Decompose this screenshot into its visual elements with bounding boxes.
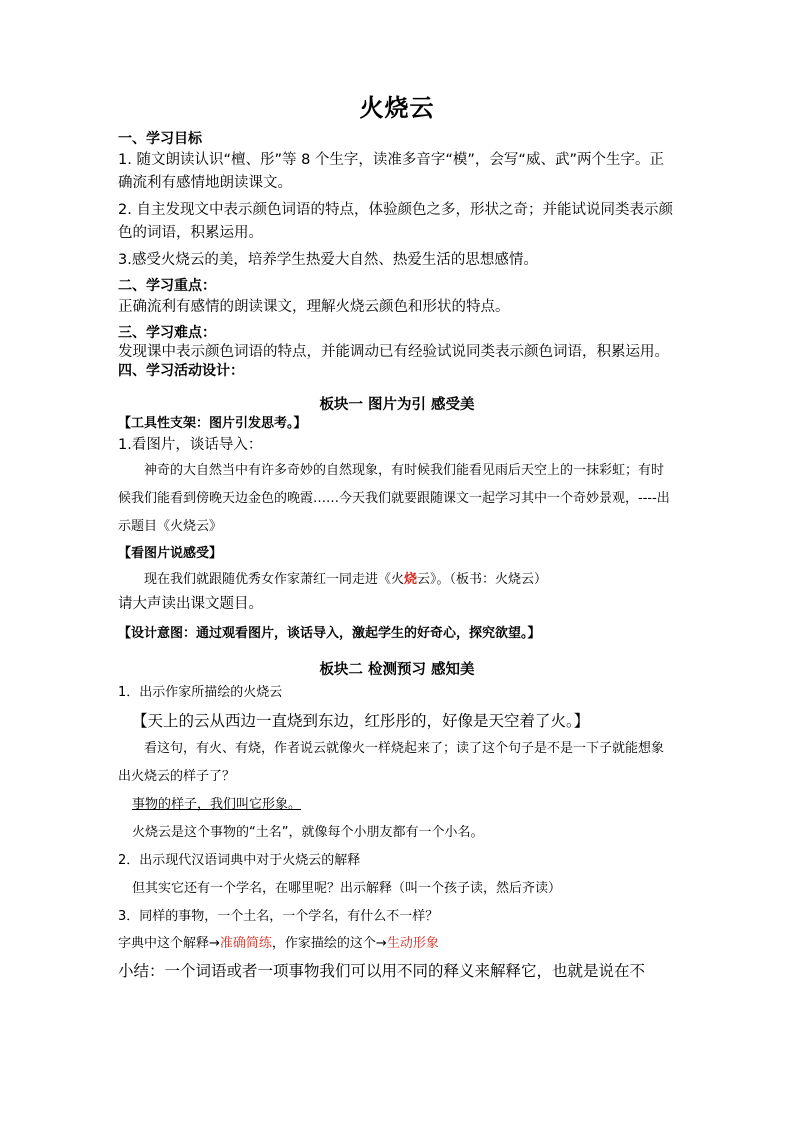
objective-2: 2. 自主发现文中表示颜色词语的特点，体验颜色之多，形状之奇；并能试说同类表示颜色的词语，积累运用。: [118, 202, 673, 241]
section-heading-activities: 四、学习活动设计：: [118, 363, 244, 379]
objective-1: 1. 随文朗读认识“檀、彤”等 8 个生字，读准多音字“模”，会写“威、武”两个生字。正确流利有感情地朗读课文。: [118, 152, 664, 191]
block1-read-instruction: 请大声读出课文题目。: [118, 596, 263, 612]
block2-compare-a: 字典中这个解释→: [118, 936, 220, 951]
block1-intro-post: 云》。（板书：火烧云）: [417, 572, 548, 587]
section-heading-objectives: 一、学习目标: [118, 131, 202, 147]
block2-compare-b: ，作家描绘的这个→: [271, 936, 387, 951]
block2-para1: 看这句，有火、有烧，作者说云就像火一样烧起来了；读了这个句子是不是一下子就能想象出火烧云的样子了？: [118, 741, 665, 784]
block2-compare-a-red: 准确简练: [219, 936, 272, 951]
block1-step1: 1.看图片，谈话导入：: [118, 437, 263, 453]
block2-compare: [118, 931, 676, 957]
block1-intro-pre: 现在我们就跟随优秀女作家萧红一同走进《火: [144, 572, 405, 587]
block1-look-label: 【看图片说感受】: [118, 546, 223, 561]
block2-compare-b-red: 生动形象: [386, 936, 439, 951]
block2-underline-note: [118, 791, 676, 819]
key-points-text: 正确流利有感情的朗读课文，理解火烧云颜色和形状的特点。: [118, 299, 510, 315]
block1-intro: [118, 567, 676, 593]
block2-quote: 【天上的云从西边一直烧到东边，红彤彤的，好像是天空着了火。】: [132, 712, 590, 730]
block1-tool-note: 【工具性支架：图片引发思考。】: [118, 416, 307, 431]
block2-summary: 小结：一个词语或者一项事物我们可以用不同的释义来解释它，也就是说在不: [118, 962, 646, 980]
block1-design-intent: 【设计意图：通过观看图片，谈话导入，激起学生的好奇心，探究欲望。】: [118, 626, 541, 641]
block1-title: 板块一 图片为引 感受美: [319, 397, 475, 413]
block2-step2: 2．出示现代汉语词典中对于火烧云的解释: [118, 853, 361, 868]
block2-title: 板块二 检测预习 感知美: [319, 662, 475, 678]
block2-para3: 但其实它还有一个学名，在哪里呢？出示解释（叫一个孩子读，然后齐读）: [132, 881, 562, 896]
objective-3: 3.感受火烧云的美，培养学生热爱大自然、热爱生活的思想感情。: [118, 252, 538, 268]
block2-para2: 火烧云是这个事物的“土名”，就像每个小朋友都有一个小名。: [132, 825, 484, 840]
page-title: 火烧云: [359, 94, 435, 122]
block2-step3: 3．同样的事物，一个土名，一个学名，有什么不一样？: [118, 909, 439, 924]
section-heading-difficulties: 三、学习难点：: [118, 325, 216, 341]
section-heading-key-points: 二、学习重点：: [118, 278, 216, 294]
block2-step1: 1．出示作家所描绘的火烧云: [118, 685, 283, 700]
document-body: [118, 88, 676, 985]
block1-paragraph: 神奇的大自然当中有许多奇妙的自然现象，有时候我们能看见雨后天空上的一抹彩虹；有时候我们能看到傍晚天边金色的晚霞……今天我们就要跟随课文一起学习其中一个奇妙景观，----出示题目《火烧云》: [118, 463, 670, 534]
block2-underline-text: 事物的样子，我们叫它形象。: [132, 797, 302, 812]
block1-intro-red: 烧: [404, 572, 418, 587]
difficulties-text: 发现课中表示颜色词语的特点，并能调动已有经验试说同类表示颜色词语，积累运用。: [118, 344, 669, 360]
